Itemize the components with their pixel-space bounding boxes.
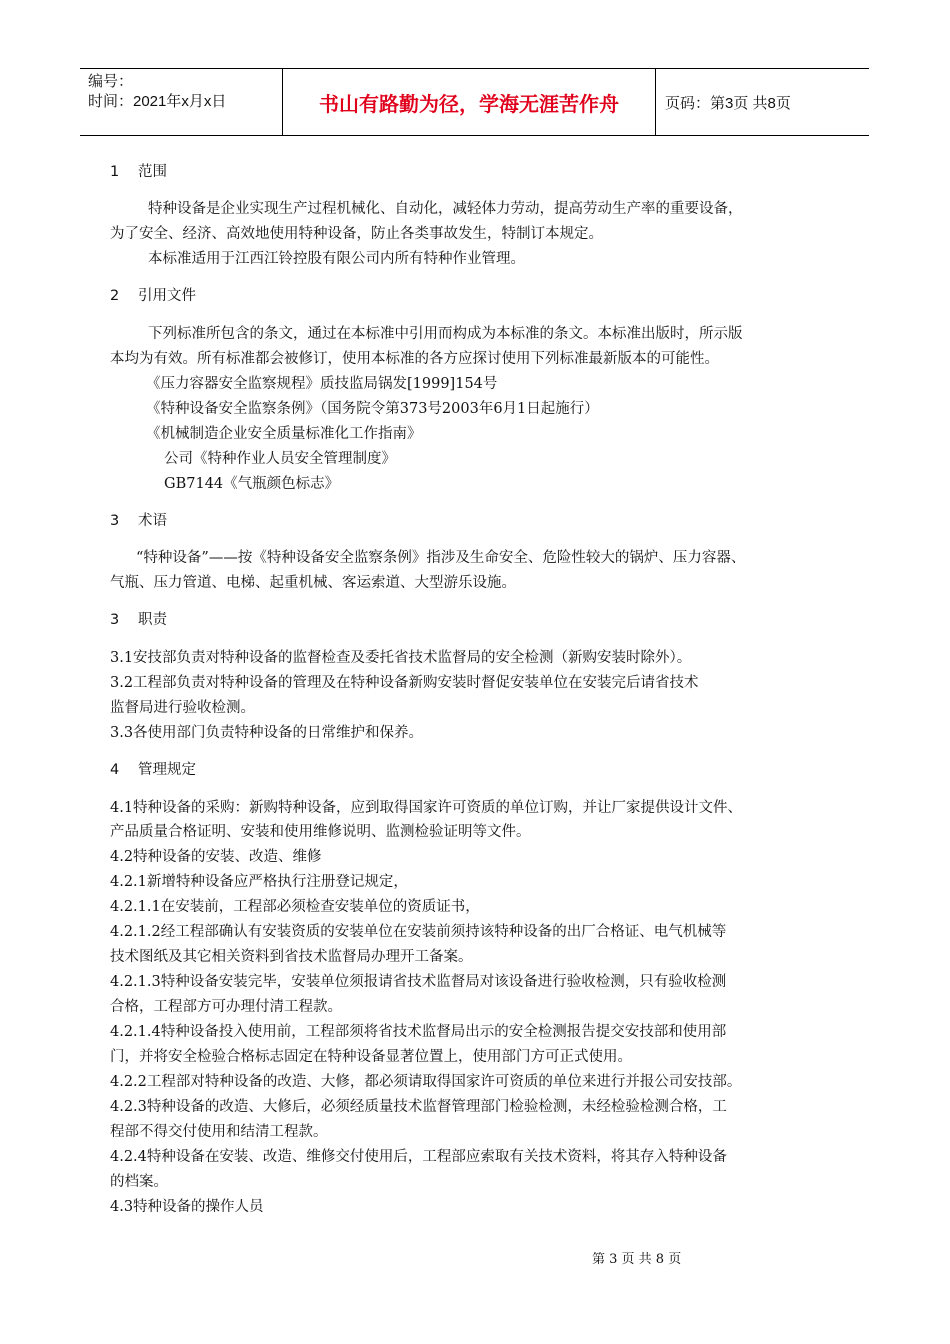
header-meta (80, 69, 283, 135)
paragraph-line: 4.2特种设备的安装、改造、维修 (110, 849, 322, 865)
section-number: 3 (110, 612, 120, 628)
paragraph-line: 监督局进行验收检测。 (110, 700, 255, 716)
paragraph-line: 的档案。 (110, 1174, 168, 1190)
paragraph-line: 4.2.2工程部对特种设备的改造、大修，都必须请取得国家许可资质的单位来进行并报公司安技部。 (110, 1074, 742, 1090)
paragraph-line: “特种设备”——按《特种设备安全监察条例》指涉及生命安全、危险性较大的锅炉、压力容器、 (136, 550, 746, 566)
header-motto: 书山有路勤为径，学海无涯苦作舟 (283, 69, 656, 135)
paragraph-line: 4.2.1.1在安装前，工程部必须检查安装单位的资质证书， (110, 899, 480, 915)
paragraph-line: 门，并将安全检验合格标志固定在特种设备显著位置上，使用部门方可正式使用。 (110, 1049, 632, 1065)
section-number: 1 (110, 164, 120, 180)
reference-item: GB7144《气瓶颜色标志》 (164, 476, 340, 492)
page-footer: 第 3 页 共 8 页 (592, 1252, 682, 1267)
paragraph-line: 4.2.3特种设备的改造、大修后，必须经质量技术监督管理部门检验检测，未经检验检测合格，工 (110, 1099, 727, 1115)
reference-item: 《特种设备安全监察条例》（国务院令第373号2003年6月1日起施行） (146, 401, 599, 417)
paragraph-line: 3.1安技部负责对特种设备的监督检查及委托省技术监督局的安全检测（新购安装时除外）。 (110, 650, 692, 666)
section-title: 管理规定 (138, 762, 196, 778)
reference-item: 《机械制造企业安全质量标准化工作指南》 (146, 426, 422, 442)
section-heading (110, 511, 167, 531)
paragraph-line: 4.2.1.4特种设备投入使用前，工程部须将省技术监督局出示的安全检测报告提交安技部和使用部 (110, 1024, 727, 1040)
paragraph-line: 3.2工程部负责对特种设备的管理及在特种设备新购安装时督促安装单位在安装完后请省技术 (110, 675, 699, 691)
reference-item: 《压力容器安全监察规程》质技监局锅发[1999]154号 (146, 376, 498, 392)
document-number-label: 编号： (88, 73, 134, 90)
paragraph-line: 4.2.4特种设备在安装、改造、维修交付使用后，工程部应索取有关技术资料，将其存入特种设备 (110, 1149, 727, 1165)
paragraph-line: 4.2.1新增特种设备应严格执行注册登记规定， (110, 874, 408, 890)
paragraph-line: 为了安全、经济、高效地使用特种设备，防止各类事故发生，特制订本规定。 (110, 226, 603, 242)
paragraph-line: 本标准适用于江西江铃控股有限公司内所有特种作业管理。 (148, 251, 525, 267)
document-date-label: 时间：2021年x月x日 (88, 93, 227, 110)
section-number: 2 (110, 288, 120, 304)
paragraph-line: 4.2.1.3特种设备安装完毕，安装单位须报请省技术监督局对该设备进行验收检测，只有验收检测 (110, 974, 727, 990)
paragraph-line: 本均为有效。所有标准都会被修订，使用本标准的各方应探讨使用下列标准最新版本的可能性。 (110, 351, 719, 367)
section-title: 职责 (138, 612, 167, 628)
reference-item: 公司《特种作业人员安全管理制度》 (164, 451, 396, 467)
paragraph-line: 4.2.1.2经工程部确认有安装资质的安装单位在安装前须持该特种设备的出厂合格证、电气机械等 (110, 924, 727, 940)
paragraph-line: 下列标准所包含的条文，通过在本标准中引用而构成为本标准的条文。本标准出版时，所示版 (148, 326, 743, 342)
section-title: 范围 (138, 164, 167, 180)
header-page-code: 页码：第3页 共8页 (665, 94, 791, 112)
section-heading (110, 162, 167, 182)
paragraph-line: 4.1特种设备的采购：新购特种设备，应到取得国家许可资质的单位订购，并让厂家提供设计文件、 (110, 800, 743, 816)
section-heading (110, 760, 196, 780)
paragraph-line: 特种设备是企业实现生产过程机械化、自动化，减轻体力劳动，提高劳动生产率的重要设备， (148, 201, 743, 217)
paragraph-line: 程部不得交付使用和结清工程款。 (110, 1124, 328, 1140)
section-number: 4 (110, 762, 120, 778)
paragraph-line: 产品质量合格证明、安装和使用维修说明、监测检验证明等文件。 (110, 824, 531, 840)
section-title: 引用文件 (138, 288, 196, 304)
section-title: 术语 (138, 513, 167, 529)
paragraph-line: 气瓶、压力管道、电梯、起重机械、客运索道、大型游乐设施。 (110, 575, 516, 591)
paragraph-line: 技术图纸及其它相关资料到省技术监督局办理开工备案。 (110, 949, 473, 965)
page-header (80, 68, 869, 136)
paragraph-line: 4.3特种设备的操作人员 (110, 1199, 264, 1215)
paragraph-line: 合格，工程部方可办理付清工程款。 (110, 999, 342, 1015)
section-number: 3 (110, 513, 120, 529)
section-heading (110, 610, 167, 630)
paragraph-line: 3.3各使用部门负责特种设备的日常维护和保养。 (110, 725, 424, 741)
section-heading (110, 286, 196, 306)
